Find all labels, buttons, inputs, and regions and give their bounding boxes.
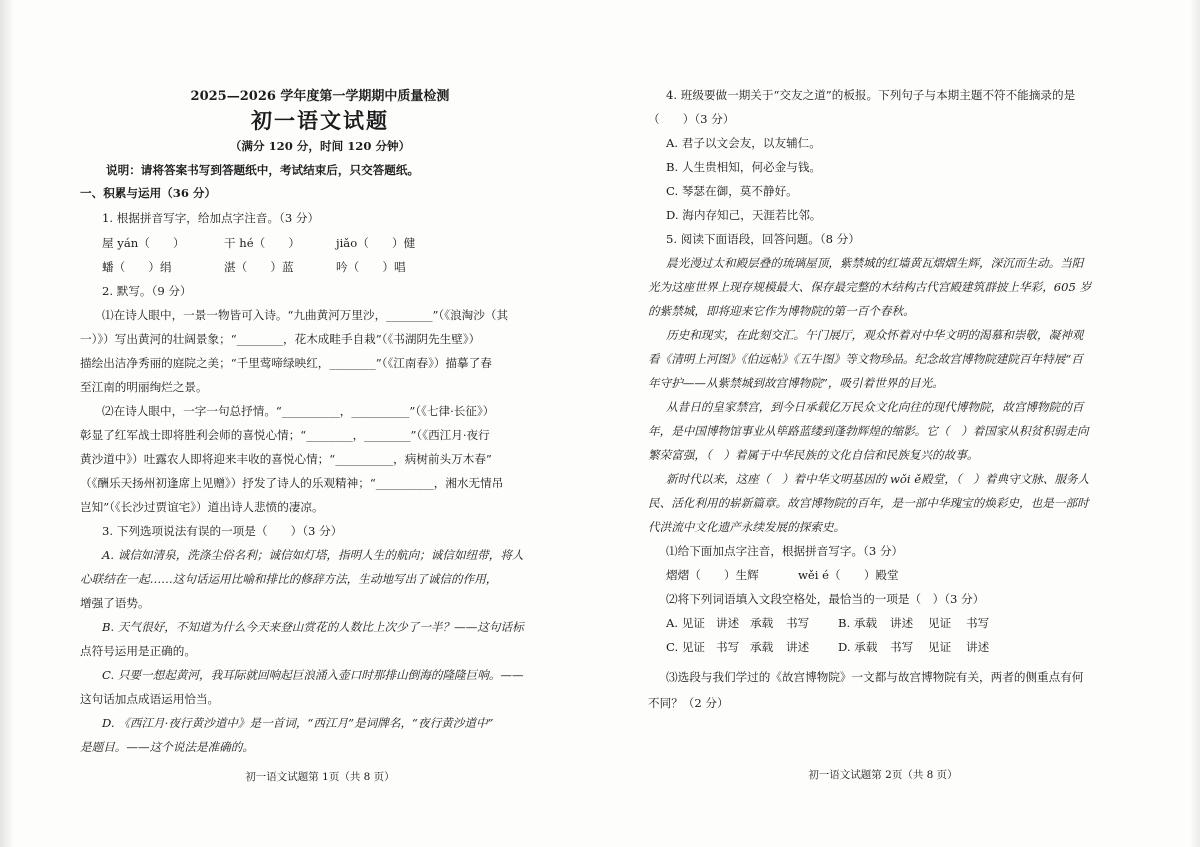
q5-2-option-d: 讲述 — [966, 640, 990, 654]
passage-paragraph-3: 繁荣富强，（ ）着属于中华民族的文化自信和民族复兴的故事。 — [648, 448, 979, 462]
q4-option: D. 海内存知己，天涯若比邻。 — [666, 208, 822, 222]
q5-2-option-d: D. 承载 — [838, 640, 878, 654]
q5-2-option-c: 承载 — [750, 640, 774, 654]
q2-1-line: 至江南的明丽绚烂之景。 — [80, 380, 208, 394]
page-2 — [648, 0, 1118, 847]
passage-paragraph-1: 光为这座世界上现存规模最大、保存最完整的木结构古代宫殿建筑群披上华彩，605 岁 — [648, 280, 1092, 294]
q2-1-line: ⑴在诗人眼中，一景一物皆可入诗。“九曲黄河万里沙，________”（《浪淘沙（其 — [102, 308, 509, 322]
q5-2-option-b: B. 承载 — [838, 616, 878, 630]
question-2: 2. 默写。（9 分） — [102, 284, 192, 298]
q4-option: C. 琴瑟在御，莫不静好。 — [666, 184, 798, 198]
q5-2-option-d: 见证 — [928, 640, 952, 654]
question-5-1: ⑴给下面加点字注音，根据拼音写字。（3 分） — [666, 544, 904, 558]
q2-2-line: 黄沙道中》）吐露农人即将迎来丰收的喜悦心情；“__________，病树前头万木春” — [80, 452, 492, 466]
question-5-3: ⑶选段与我们学过的《故宫博物院》一文都与故宫博物院有关，两者的侧重点有何 — [666, 670, 1084, 684]
q2-2-line: 岂知”（《长沙过贾谊宅》）道出诗人悲愤的凄凉。 — [80, 500, 324, 514]
page-footer: 初一语文试题第 2页（共 8 页） — [808, 769, 958, 781]
passage-paragraph-3: 年，是中国博物馆事业从筚路蓝缕到蓬勃辉煌的缩影。它（ ）着国家从积贫积弱走向 — [648, 424, 1089, 438]
passage-paragraph-4: 新时代以来，这座（ ）着中华文明基因的 wǒi ě殿堂，（ ）着典守文脉、服务人 — [666, 472, 1090, 486]
q5-2-option-b: 见证 — [928, 616, 952, 630]
q5-2-option-c: 书写 — [716, 640, 740, 654]
pinyin-item: 干 hé（ ） — [224, 236, 300, 250]
q3-option-b: 点符号运用是正确的。 — [80, 644, 196, 658]
q2-1-line: 一）》）写出黄河的壮阔景象；“________，花木成畦手自栽”（《书湖阴先生壁》） — [80, 332, 481, 346]
q2-2-line: （《酬乐天扬州初逢席上见赠》）抒发了诗人的乐观精神；“__________，湘水无情吊 — [80, 476, 504, 490]
passage-paragraph-4: 代洪流中文化遗产永续发展的探索史。 — [648, 520, 846, 534]
q5-2-option-c: 讲述 — [786, 640, 810, 654]
pinyin-item: 蟠（ ）绢 — [102, 260, 172, 274]
q3-option-c: 这句话加点成语运用恰当。 — [80, 692, 220, 706]
q5-2-option-a: A. 见证 — [666, 616, 705, 630]
q3-option-c: C. 只要一想起黄河，我耳际就回响起巨浪涌入壶口时那排山倒海的隆隆巨响。—— — [102, 668, 524, 682]
page-1 — [66, 0, 574, 847]
q3-option-a: 增强了语势。 — [80, 596, 150, 610]
q5-2-option-b: 讲述 — [890, 616, 914, 630]
passage-paragraph-4: 民、活化利用的崭新篇章。故宫博物院的百年，是一部中华瑰宝的焕彩史，也是一部时 — [648, 496, 1089, 510]
q5-1-item: wěi é（ ）殿堂 — [798, 568, 899, 582]
q3-option-b: B. 天气很好，不知道为什么今天来登山赏花的人数比上次少了一半？——这句话标 — [102, 620, 524, 634]
score-time: （满分 120 分，时间 120 分钟） — [229, 139, 411, 153]
pinyin-item: 屋 yán（ ） — [102, 236, 185, 250]
instructions: 说明：请将答案书写到答题纸中，考试结束后，只交答题纸。 — [106, 163, 420, 177]
q5-2-option-d: 书写 — [890, 640, 914, 654]
q5-1-item: 熠熠（ ）生辉 — [666, 568, 759, 582]
passage-paragraph-3: 从昔日的皇家禁宫，到今日承载亿万民众文化向往的现代博物院，故宫博物院的百 — [666, 400, 1084, 414]
section-1-heading: 一、积累与运用（36 分） — [80, 186, 217, 200]
q5-2-option-c: C. 见证 — [666, 640, 706, 654]
passage-paragraph-1: 晨光漫过太和殿层叠的琉璃屋顶，紫禁城的红墙黄瓦熠熠生辉，深沉而生动。当阳 — [666, 256, 1084, 270]
scan-edge-shadow-right — [1190, 0, 1200, 847]
question-1: 1. 根据拼音写字，给加点字注音。（3 分） — [102, 211, 320, 225]
q3-option-a: 心联结在一起……这句话运用比喻和排比的修辞方法，生动地写出了诚信的作用， — [80, 572, 498, 586]
q2-2-line: ⑵在诗人眼中，一字一句总抒情。“__________，__________”（《七律·长征》） — [102, 404, 495, 418]
q5-2-option-a: 承载 — [750, 616, 774, 630]
q5-2-option-a: 书写 — [786, 616, 810, 630]
page-title: 初一语文试题 — [251, 108, 389, 133]
q3-option-a: A. 诚信如清泉，洗涤尘俗名利；诚信如灯塔，指明人生的航向；诚信如纽带，将人 — [102, 548, 524, 562]
q2-2-line: 彰显了红军战士即将胜利会师的喜悦心情；“________，________”（《西江月·夜行 — [80, 428, 490, 442]
passage-paragraph-2: 年守护——从紫禁城到故宫博物院”，吸引着世界的目光。 — [648, 376, 944, 390]
question-4: 4. 班级要做一期关于“交友之道”的板报。下列句子与本期主题不符不能摘录的是 — [666, 88, 1076, 102]
page-footer: 初一语文试题第 1页（共 8 页） — [245, 771, 395, 783]
q4-option: B. 人生贵相知，何必金与钱。 — [666, 160, 822, 174]
passage-paragraph-2: 看《清明上河图》《伯远帖》《五牛图》等文物珍品。纪念故宫博物院建院百年特展“百 — [648, 352, 1083, 366]
pinyin-item: 吟（ ）唱 — [336, 260, 406, 274]
passage-paragraph-1: 的紫禁城，即将迎来它作为博物院的第一百个春秋。 — [648, 304, 915, 318]
q3-option-d: D. 《西江月·夜行黄沙道中》是一首词，“西江月”是词牌名，“夜行黄沙道中” — [102, 716, 494, 730]
exam-header: 2025—2026 学年度第一学期期中质量检测 — [190, 89, 450, 104]
q2-1-line: 描绘出洁净秀丽的庭院之美；“千里莺啼绿映红，________”（《江南春》）描摹了春 — [80, 356, 492, 370]
scan-edge-shadow-left — [0, 0, 14, 847]
question-5: 5. 阅读下面语段，回答问题。（8 分） — [666, 232, 860, 246]
question-3: 3. 下列选项说法有误的一项是（ ）（3 分） — [102, 524, 343, 538]
q3-option-d: 是题目。——这个说法是准确的。 — [80, 740, 254, 754]
q5-2-option-a: 讲述 — [716, 616, 740, 630]
question-5-3: 不同？（2 分） — [648, 696, 729, 710]
pinyin-item: jiǎo（ ）健 — [336, 236, 416, 250]
question-5-2: ⑵将下列词语填入文段空格处，最恰当的一项是（ ）（3 分） — [666, 592, 985, 606]
q4-option: A. 君子以文会友，以友辅仁。 — [666, 136, 821, 150]
question-4: （ ）（3 分） — [648, 112, 735, 126]
pinyin-item: 湛（ ）蓝 — [224, 260, 294, 274]
passage-paragraph-2: 历史和现实，在此刻交汇。午门展厅，观众怀着对中华文明的渴慕和崇敬，凝神观 — [666, 328, 1084, 342]
q5-2-option-b: 书写 — [966, 616, 990, 630]
